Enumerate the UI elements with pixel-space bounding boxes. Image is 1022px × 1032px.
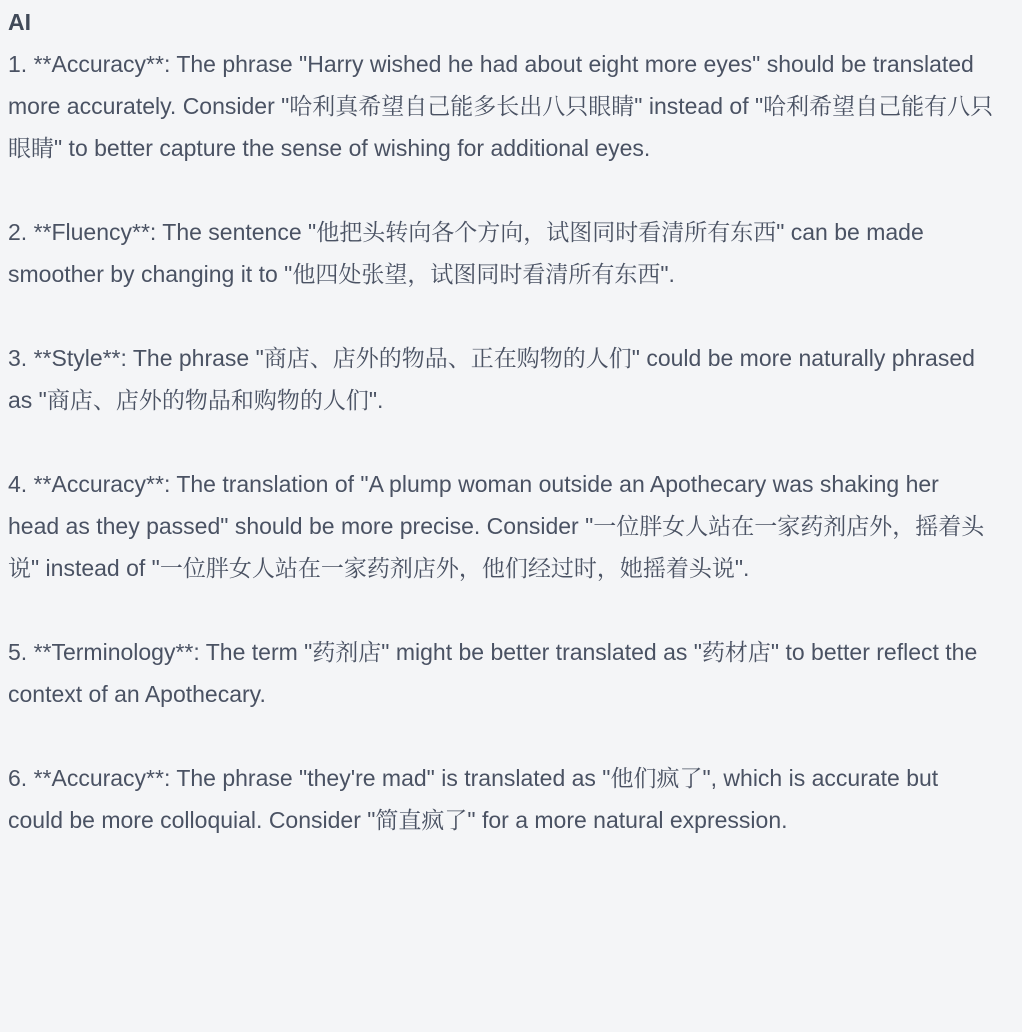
message-paragraph-accuracy-3: 6. **Accuracy**: The phrase "they're mad" is translated as "他们疯了", which is accurate but could be more colloquial. Consider "简直疯了" for a more natural expression. — [8, 765, 939, 833]
message-paragraph-fluency: 2. **Fluency**: The sentence "他把头转向各个方向，试图同时看清所有东西" can be made smoother by changing it to "他四处张望，试图同时看清所有东西". — [8, 219, 924, 287]
message-paragraph-accuracy-2: 4. **Accuracy**: The translation of "A plump woman outside an Apothecary was shaking her head as they passed" should be more precise. Consider "一位胖女人站在一家药剂店外，摇着头说" instead of "一位胖女人站在一家药剂店外，他们经过时，她摇着头说". — [8, 471, 985, 581]
message-sender-label: AI — [8, 9, 31, 35]
message-paragraph-accuracy-1: 1. **Accuracy**: The phrase "Harry wished he had about eight more eyes" should be translated more accurately. Consider "哈利真希望自己能多长出八只眼睛" instead of "哈利希望自己能有八只眼睛" to better capture the sense of wishing for additional eyes. — [8, 51, 994, 161]
message-paragraph-terminology: 5. **Terminology**: The term "药剂店" might be better translated as "药材店" to better reflect the context of an Apothecary. — [8, 639, 978, 707]
message-paragraph-style: 3. **Style**: The phrase "商店、店外的物品、正在购物的人们" could be more naturally phrased as "商店、店外的物品和购物的人们". — [8, 345, 975, 413]
